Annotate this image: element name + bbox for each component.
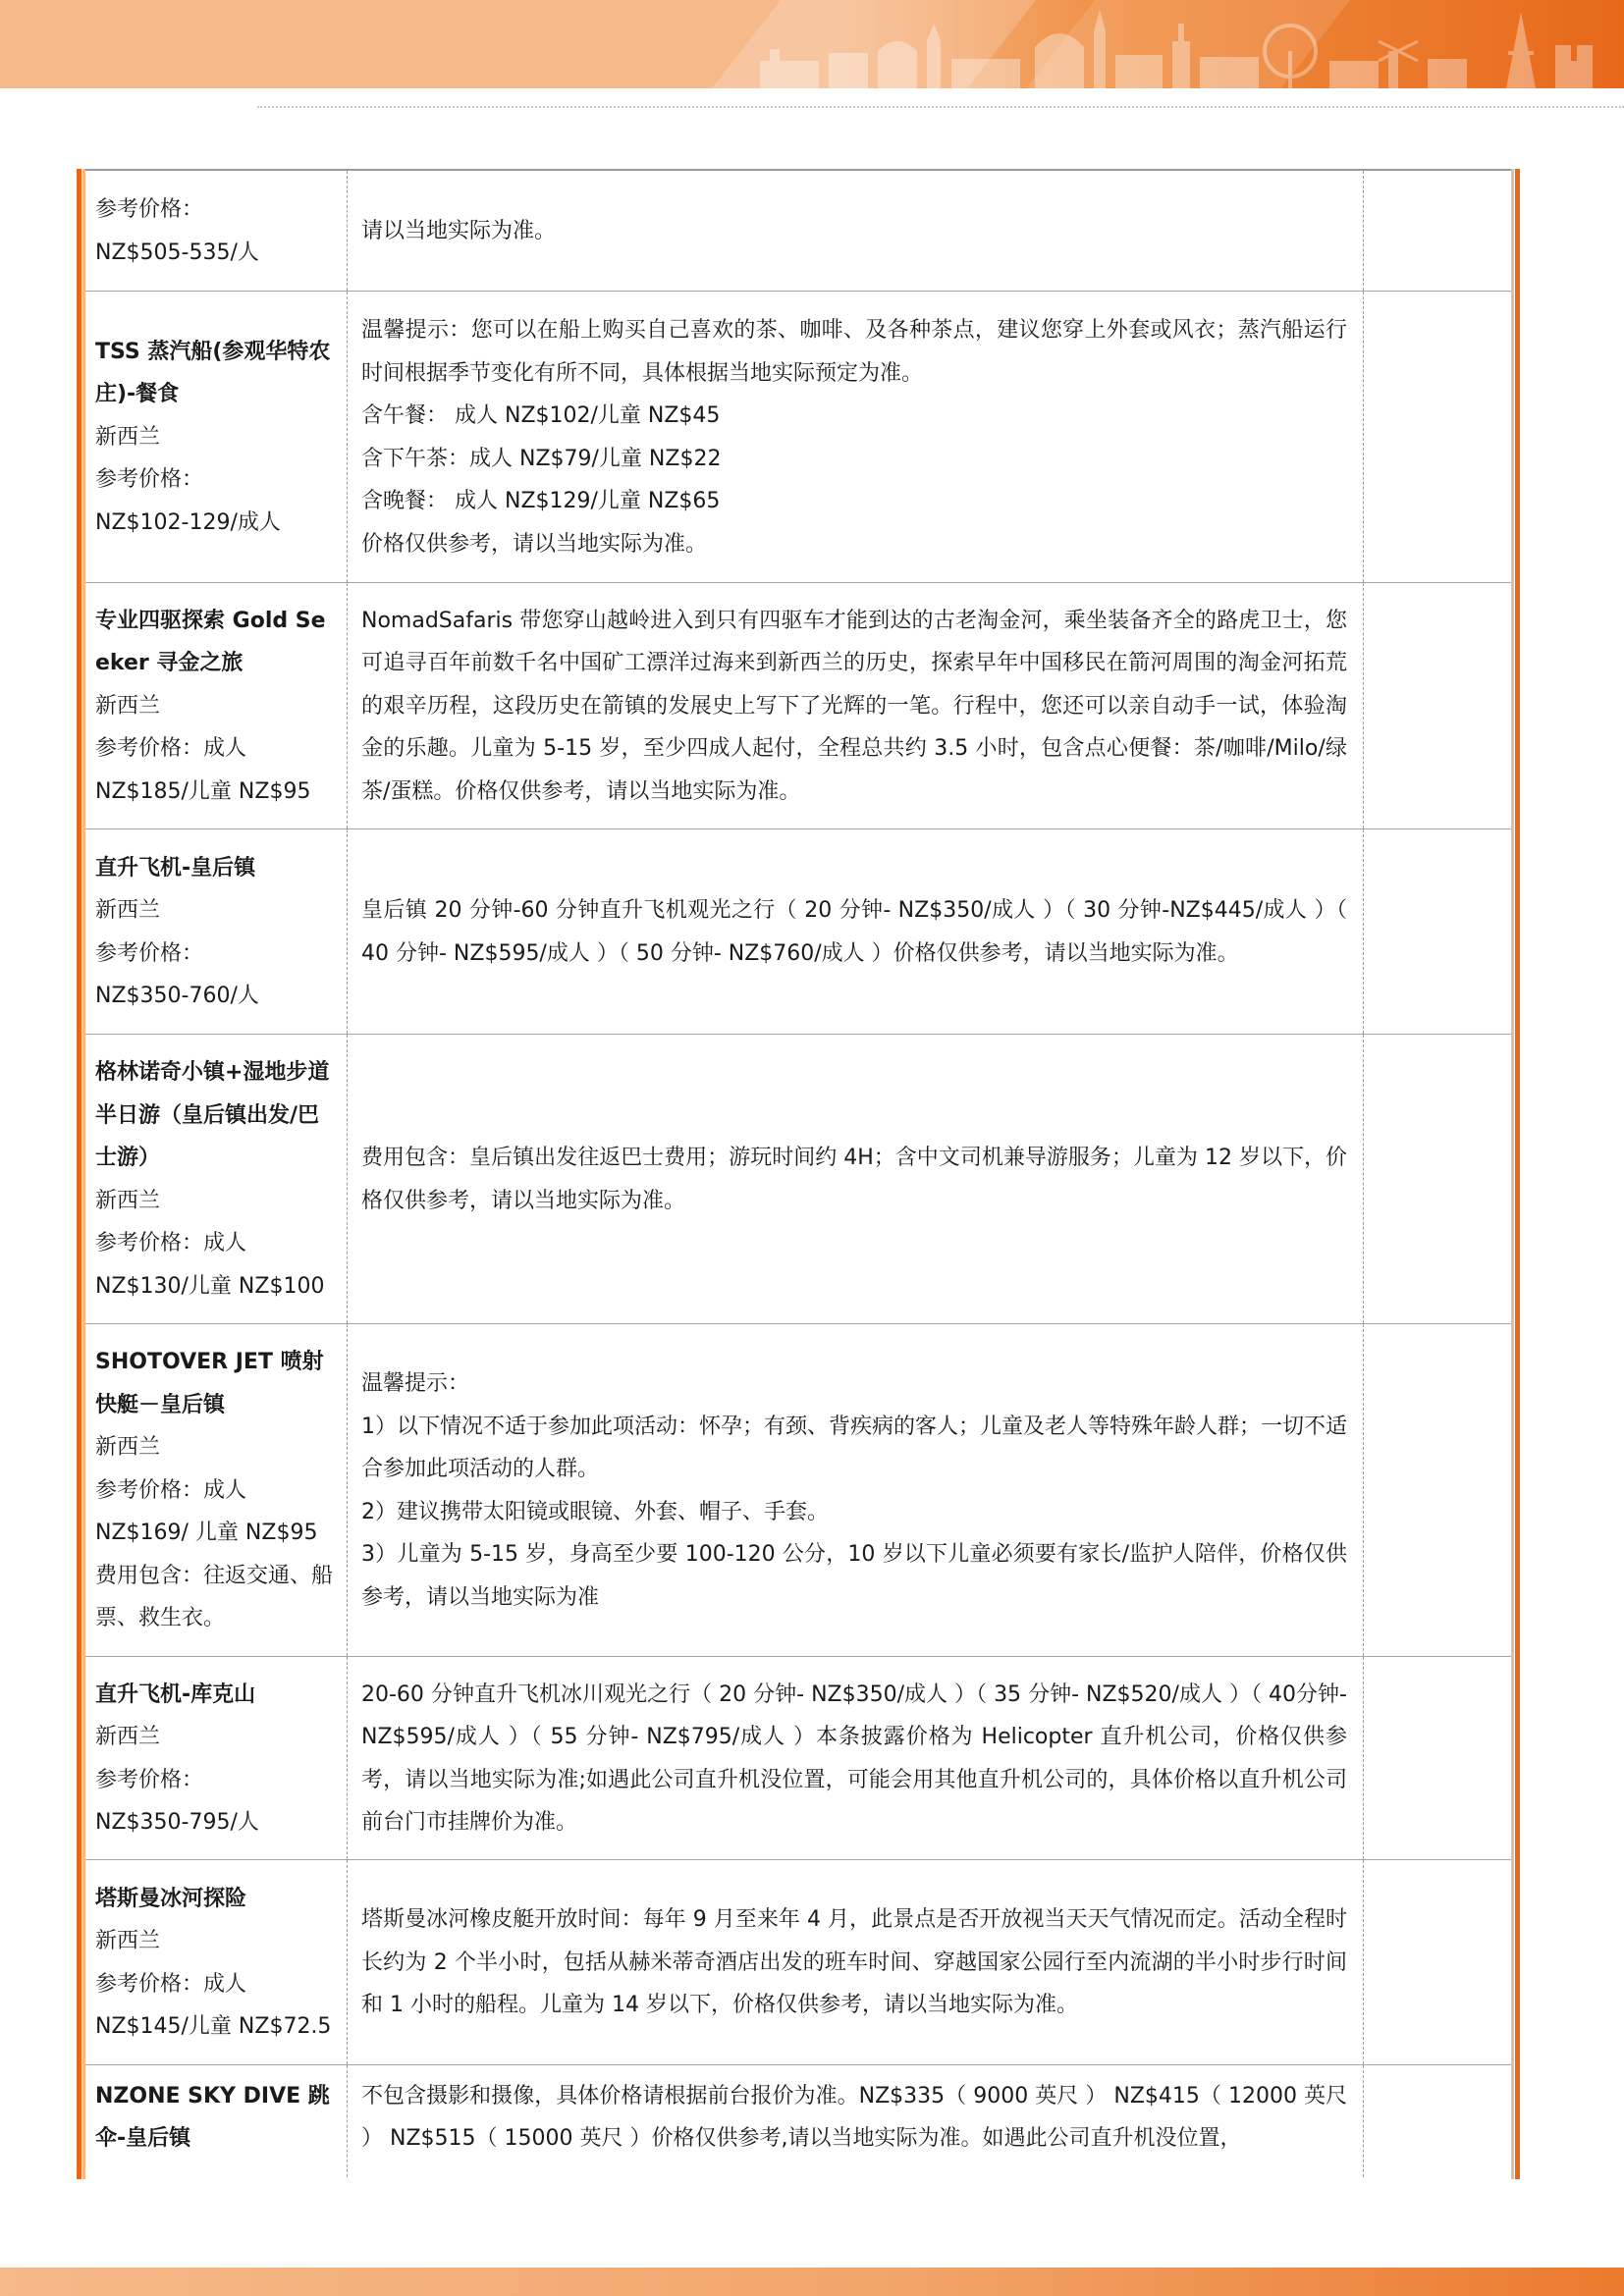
table-right-accent-bar — [1511, 169, 1520, 2179]
description-line: 温馨提示： — [361, 1371, 470, 1396]
table-left-accent-bar — [77, 169, 85, 2179]
activity-description-cell — [348, 1034, 1364, 1323]
activity-table-frame — [77, 169, 1520, 2179]
activity-name-cell — [85, 1859, 348, 2064]
description-line: 3）儿童为 5-15 岁，身高至少要 100-120 公分，10 岁以下儿童必须要有家长/监护人陪伴，价格仅供参考，请以当地实际为准 — [361, 1542, 1347, 1610]
empty-cell — [1364, 1859, 1512, 2064]
activity-description-cell — [348, 582, 1364, 828]
activity-country: 新西兰 — [95, 1188, 161, 1213]
activity-name-cell — [85, 1323, 348, 1656]
empty-cell — [1364, 1323, 1512, 1656]
activity-name-cell — [85, 828, 348, 1034]
activity-name-cell — [85, 170, 348, 291]
activity-name-cell — [85, 582, 348, 828]
table-row — [85, 1859, 1511, 2064]
empty-cell — [1364, 170, 1512, 291]
description-line: 2）建议携带太阳镜或眼镜、外套、帽子、手套。 — [361, 1499, 829, 1524]
activity-description-cell — [348, 1656, 1364, 1859]
activity-description-cell — [348, 291, 1364, 582]
empty-cell — [1364, 291, 1512, 582]
table-row — [85, 1656, 1511, 1859]
activity-price-value: NZ$350-760/人 — [95, 984, 259, 1008]
activity-price-label: 参考价格： — [95, 467, 204, 493]
table-row — [85, 2064, 1511, 2179]
activity-country: 新西兰 — [95, 898, 161, 923]
table-row — [85, 1323, 1511, 1656]
activity-price-label: 参考价格： — [95, 197, 204, 223]
activity-price-value: NZ$350-795/人 — [95, 1810, 259, 1835]
activity-price-value: NZ$145/儿童 NZ$72.5 — [95, 2014, 332, 2039]
activity-country: 新西兰 — [95, 693, 161, 719]
activity-name-cell — [85, 2064, 348, 2179]
activity-country: 新西兰 — [95, 1435, 161, 1461]
table-row — [85, 582, 1511, 828]
activity-description-cell — [348, 1859, 1364, 2064]
activity-description-cell — [348, 2064, 1364, 2179]
header-banner — [0, 0, 1624, 88]
table-row — [85, 1034, 1511, 1323]
activity-price-value: NZ$102-129/成人 — [95, 509, 281, 535]
activity-price-label: 参考价格： — [95, 940, 204, 966]
activity-price-label: 参考价格：成人 — [95, 1231, 247, 1255]
empty-cell — [1364, 828, 1512, 1034]
activity-country: 新西兰 — [95, 1929, 161, 1953]
empty-cell — [1364, 1656, 1512, 1859]
activity-description-cell — [348, 170, 1364, 291]
activity-title: 格林诺奇小镇+湿地步道半日游（皇后镇出发/巴士游） — [95, 1060, 330, 1170]
activity-price-value: NZ$130/儿童 NZ$100 — [95, 1273, 325, 1299]
description-line: 价格仅供参考，请以当地实际为准。 — [361, 531, 708, 557]
activity-price-value: NZ$185/儿童 NZ$95 — [95, 778, 311, 804]
description-line: 20-60 分钟直升飞机冰川观光之行（ 20 分钟- NZ$350/成人 ）（ 35 分钟- NZ$520/成人 ）（ 40分钟- NZ$595/成人 ）（ 55 分钟- NZ$795/成人 ）本条披露价格为 Helicopter 直升机公司，价格仅供参考，请以当地实际为准;如遇此公司直升机没位置，可能会用其他直升机公司的，具体价格以直升机公司前台门市挂牌价为准。 — [361, 1682, 1347, 1835]
footer-band — [0, 2268, 1624, 2296]
description-line: 温馨提示：您可以在船上购买自己喜欢的茶、咖啡、及各种茶点，建议您穿上外套或风衣；蒸汽船运行时间根据季节变化有所不同，具体根据当地实际预定为准。 — [361, 318, 1347, 386]
activity-price-value: NZ$505-535/人 — [95, 240, 259, 265]
activity-name-cell — [85, 291, 348, 582]
activity-title: SHOTOVER JET 喷射快艇－皇后镇 — [95, 1350, 324, 1417]
activity-includes: 费用包含：往返交通、船票、救生衣。 — [95, 1563, 334, 1631]
activity-title: 塔斯曼冰河探险 — [95, 1886, 247, 1911]
description-line: 费用包含：皇后镇出发往返巴士费用；游玩时间约 4H；含中文司机兼导游服务；儿童为 12 岁以下，价格仅供参考，请以当地实际为准。 — [361, 1146, 1347, 1213]
activity-name-cell — [85, 1034, 348, 1323]
activity-title: NZONE SKY DIVE 跳伞-皇后镇 — [95, 2083, 330, 2151]
description-line: 含晚餐： 成人 NZ$129/儿童 NZ$65 — [361, 489, 721, 513]
activity-description-cell — [348, 828, 1364, 1034]
activity-price-table — [85, 169, 1511, 2179]
description-line: 请以当地实际为准。 — [361, 219, 557, 243]
activity-price-label: 参考价格：成人 — [95, 1971, 247, 1997]
activity-title: 专业四驱探索 Gold Seeker 寻金之旅 — [95, 608, 326, 676]
table-row — [85, 170, 1511, 291]
description-line: NomadSafaris 带您穿山越岭进入到只有四驱车才能到达的古老淘金河，乘坐装备齐全的路虎卫士，您可追寻百年前数千名中国矿工漂洋过海来到新西兰的历史，探索早年中国移民在箭河周围的淘金河拓荒的艰辛历程，这段历史在箭镇的发展史上写下了光辉的一笔。行程中，您还可以亲自动手一试，体验淘金的乐趣。儿童为 5-15 岁，至少四成人起付，全程总共约 3.5 小时，包含点心便餐：茶/咖啡/Milo/绿茶/蛋糕。价格仅供参考，请以当地实际为准。 — [361, 608, 1347, 804]
activity-description-cell — [348, 1323, 1364, 1656]
header-divider — [257, 106, 1624, 108]
empty-cell — [1364, 582, 1512, 828]
description-line: 含下午茶：成人 NZ$79/儿童 NZ$22 — [361, 446, 722, 471]
empty-cell — [1364, 1034, 1512, 1323]
description-line: 皇后镇 20 分钟-60 分钟直升飞机观光之行（ 20 分钟- NZ$350/成人 ）（ 30 分钟-NZ$445/成人 ）（ 40 分钟- NZ$595/成人 ）（ 50 分钟- NZ$760/成人 ）价格仅供参考，请以当地实际为准。 — [361, 898, 1347, 966]
activity-price-label: 参考价格： — [95, 1767, 204, 1792]
activity-title: 直升飞机-皇后镇 — [95, 855, 256, 881]
activity-price-value: NZ$169/ 儿童 NZ$95 — [95, 1521, 318, 1546]
activity-country: 新西兰 — [95, 424, 161, 450]
city-skyline-illustration — [740, 2, 1624, 88]
activity-price-label: 参考价格：成人 — [95, 736, 247, 762]
description-line: 塔斯曼冰河橡皮艇开放时间：每年 9 月至来年 4 月，此景点是否开放视当天天气情况而定。活动全程时长约为 2 个半小时，包括从赫米蒂奇酒店出发的班车时间、穿越国家公园行至内流湖的半小时步行时间和 1 小时的船程。儿童为 14 岁以下，价格仅供参考，请以当地实际为准。 — [361, 1907, 1347, 2018]
activity-country: 新西兰 — [95, 1725, 161, 1749]
table-row — [85, 828, 1511, 1034]
empty-cell — [1364, 2064, 1512, 2179]
description-line: 不包含摄影和摄像，具体价格请根据前台报价为准。NZ$335（ 9000 英尺 ） NZ$415（ 12000 英尺 ） NZ$515（ 15000 英尺 ）价格仅供参考,请以当地实际为准。如遇此公司直升机没位置， — [361, 2083, 1347, 2151]
description-line: 含午餐： 成人 NZ$102/儿童 NZ$45 — [361, 403, 721, 428]
table-row — [85, 291, 1511, 582]
activity-name-cell — [85, 1656, 348, 1859]
activity-title: 直升飞机-库克山 — [95, 1682, 256, 1707]
description-line: 1）以下情况不适于参加此项活动：怀孕；有颈、背疾病的客人；儿童及老人等特殊年龄人群；一切不适合参加此项活动的人群。 — [361, 1414, 1348, 1481]
activity-price-label: 参考价格：成人 — [95, 1477, 247, 1503]
activity-title: TSS 蒸汽船(参观华特农庄)-餐食 — [95, 339, 331, 407]
